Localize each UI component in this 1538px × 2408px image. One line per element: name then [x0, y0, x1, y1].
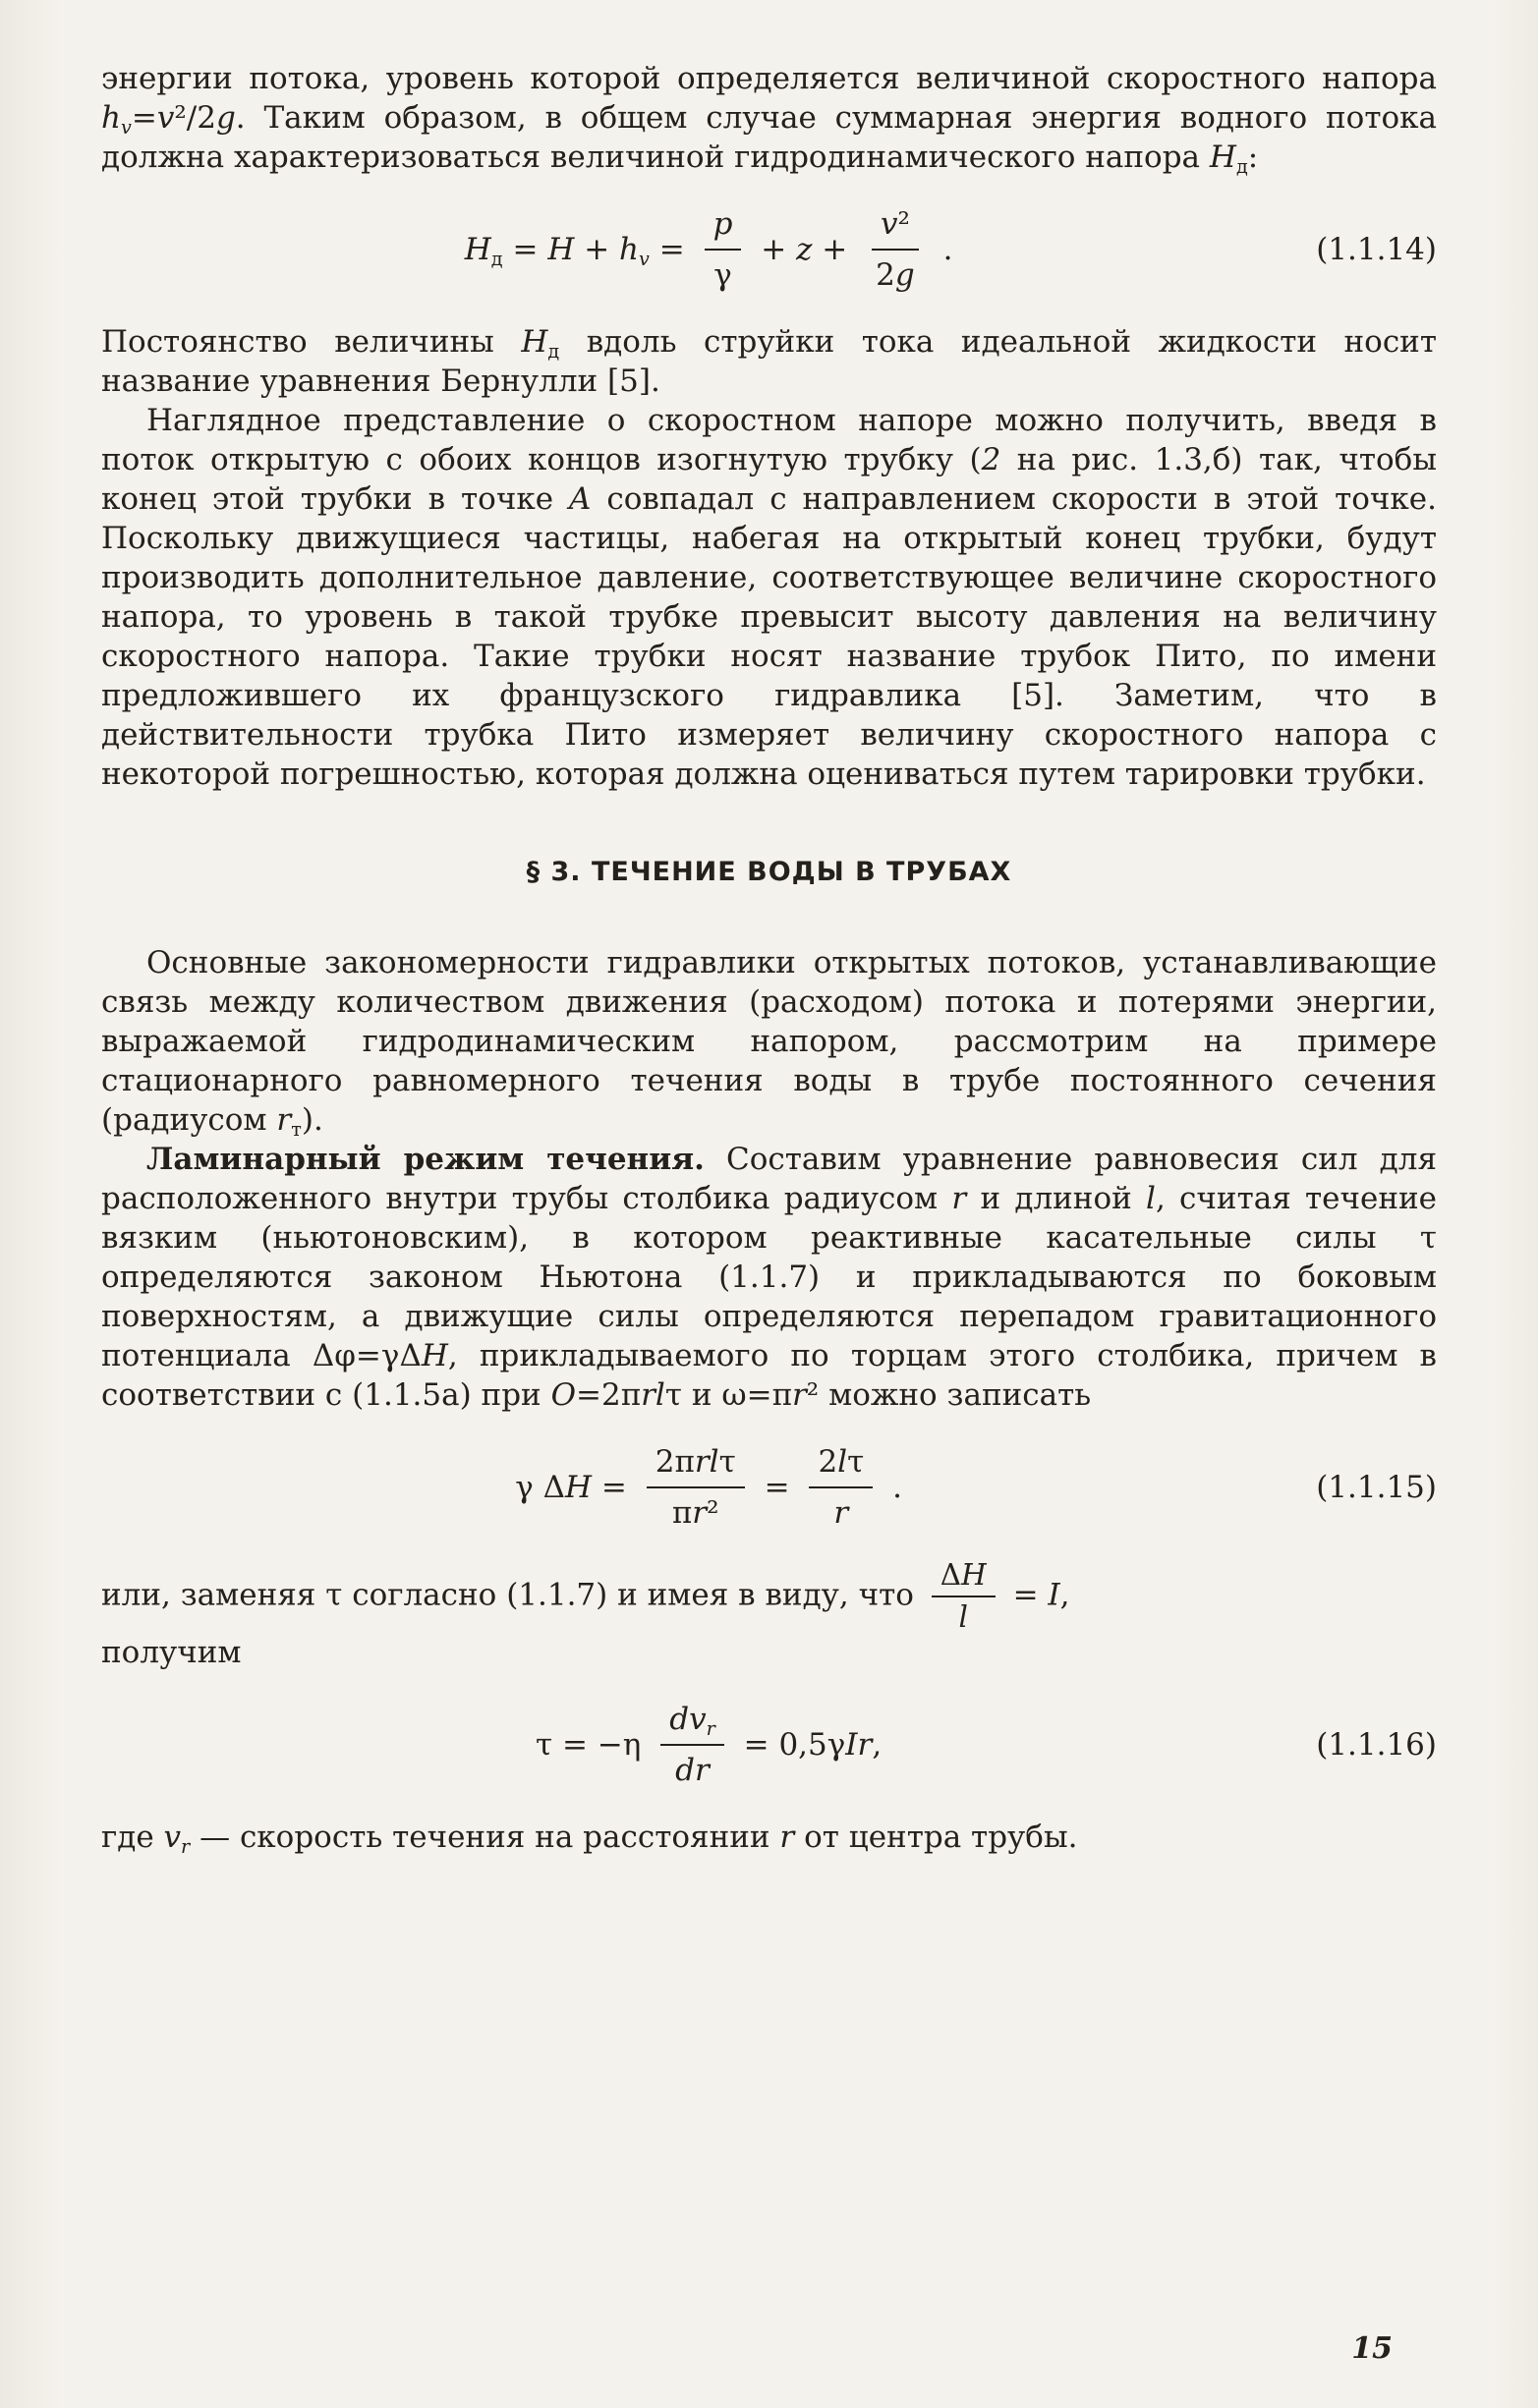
equation-1-1-16: [101, 1700, 1437, 1790]
text-run: p: [712, 206, 733, 242]
paragraph-bernoulli: [101, 322, 1437, 401]
page-number: 15: [1351, 2331, 1393, 2366]
text-run: v: [880, 206, 898, 242]
paragraph-pipe-flow-intro: [101, 943, 1437, 1140]
text-run: g: [894, 257, 915, 293]
equation-mid: [751, 230, 857, 269]
fraction-numerator: [872, 204, 919, 251]
text-run: z: [796, 232, 813, 267]
text-run: dr: [675, 1752, 710, 1788]
fraction-denominator: [663, 1488, 728, 1533]
paragraph-text-before-fraction: [101, 1577, 924, 1612]
text-run: ²: [707, 1495, 719, 1531]
text-run: =: [502, 232, 548, 267]
inline-fraction: [932, 1560, 996, 1633]
text-run: I: [1048, 1577, 1060, 1613]
equation-body: [101, 1442, 1316, 1533]
text-run: rl: [694, 1444, 719, 1480]
text-run: Ламинарный режим течения.: [146, 1142, 705, 1177]
text-run: O: [550, 1377, 576, 1413]
text-run: r: [791, 1377, 807, 1413]
fraction-denominator: [867, 251, 924, 295]
text-run: =: [1002, 1577, 1049, 1613]
text-run: /2: [186, 100, 216, 136]
text-run: ,: [872, 1726, 883, 1763]
text-run: h: [101, 100, 121, 136]
text-run: 2: [818, 1444, 838, 1480]
paragraph-velocity-definition: [101, 1818, 1437, 1857]
text-run: 2: [876, 257, 895, 293]
fraction-denominator: [825, 1488, 857, 1533]
fraction: [660, 1700, 724, 1790]
equation-mid: [755, 1468, 800, 1507]
text-run: H: [464, 232, 491, 267]
text-run: ).: [301, 1102, 323, 1138]
text-run: совпадал с направлением скорости в этой точке. Поскольку движущиеся частицы, набегая на открытый конец трубки, будут производить дополнительное давление, соответствующее величине скоростного напора, то уровень в такой трубке превысит высоту давления на величину скоростного напора. Такие трубки носят название трубок Пито, по имени предложившего их французского гидравлика [5]. Заметим, что в действительности трубка Пито измеряет величину скоростного напора с некоторой погрешностью, которая должна оцениваться путем тарировки трубки.: [101, 481, 1437, 792]
text-run: A: [569, 481, 592, 517]
text-run: γ: [713, 257, 732, 293]
text-run: +: [751, 232, 797, 267]
text-run: τ и ω=π: [664, 1377, 792, 1413]
text-run: вдоль струйки тока идеальной жидкости носит название уравнения Бернулли [5].: [101, 324, 1437, 399]
text-run: от центра трубы.: [794, 1819, 1078, 1855]
equation-end: [734, 1725, 882, 1764]
text-run: — скорость течения на расстоянии: [190, 1819, 780, 1855]
text-run: τ: [718, 1444, 736, 1480]
text-run: = 0,5γ: [733, 1726, 846, 1763]
text-run: v: [156, 100, 175, 136]
equation-lhs: [536, 1725, 651, 1764]
text-run: Постоянство величины: [101, 324, 522, 360]
fraction: [809, 1442, 873, 1533]
text-run: Δ: [940, 1558, 962, 1592]
text-run: или, заменяя τ согласно (1.1.7) и имея в виду, что: [101, 1577, 924, 1613]
section-3-header: § 3. ТЕЧЕНИЕ ВОДЫ В ТРУБАХ: [526, 857, 1012, 887]
text-run: Ir: [845, 1726, 873, 1763]
text-run: r: [181, 1834, 191, 1858]
paragraph-laminar-regime: [101, 1140, 1437, 1415]
text-run: где: [101, 1819, 164, 1855]
text-run: r: [779, 1819, 795, 1855]
fraction-numerator: [809, 1442, 873, 1488]
text-run: v: [120, 115, 132, 139]
text-run: l: [958, 1599, 968, 1634]
text-run: энергии потока, уровень которой определяется величиной скоростного напора: [101, 61, 1437, 96]
equation-body: [101, 204, 1316, 295]
text-run: H: [961, 1558, 987, 1592]
text-run: =: [131, 100, 157, 136]
paragraph-pitot-tube: [101, 401, 1437, 794]
text-run: ² можно записать: [806, 1377, 1092, 1413]
equation-number: (1.1.14): [1316, 232, 1437, 267]
text-run: π: [671, 1495, 693, 1531]
text-run: Наглядное представление о скоростном напоре можно получить, введя в поток открытую с обоих концов изогнутую трубку (: [101, 403, 1437, 477]
equation-end: [934, 230, 953, 269]
text-run: +: [812, 232, 858, 267]
text-run: ²: [897, 206, 910, 242]
equation-number: (1.1.15): [1316, 1470, 1437, 1505]
text-run: v: [163, 1819, 182, 1855]
fraction-numerator: [932, 1560, 996, 1597]
text-run: ²: [174, 100, 187, 136]
text-run: r: [833, 1495, 849, 1531]
equation-number: (1.1.16): [1316, 1726, 1437, 1763]
equation-lhs: [465, 230, 695, 269]
text-run: получим: [101, 1634, 242, 1670]
text-run: g: [215, 100, 236, 136]
fraction: [867, 204, 924, 295]
text-run: r: [951, 1181, 967, 1216]
text-run: Составим уравнение равновесия сил для расположенного внутри трубы столбика радиусом: [101, 1142, 1438, 1216]
equation-1-1-14: [101, 204, 1437, 295]
fraction-numerator: [647, 1442, 745, 1488]
text-run: l: [837, 1444, 848, 1480]
text-run: dv: [669, 1701, 707, 1737]
text-run: д: [547, 339, 560, 363]
text-run: , считая течение вязким (ньютоновским), в котором реактивные касательные силы τ определяются законом Ньютона (1.1.7) и прикладываются по боковым поверхностям, а движущие силы определяются перепадом гравитационного потенциала Δφ=γΔ: [101, 1181, 1438, 1373]
fraction-numerator: [705, 204, 742, 251]
text-run: =: [592, 1470, 637, 1505]
text-run: H: [565, 1470, 593, 1505]
fraction-denominator: [705, 251, 741, 295]
fraction: [705, 204, 742, 295]
text-run: H: [1209, 140, 1236, 175]
text-run: v: [639, 247, 650, 270]
text-run: на рис. 1.3,б) так, чтобы конец этой трубки в точке: [101, 442, 1437, 517]
text-run: H: [547, 232, 575, 267]
text-run: r: [692, 1495, 708, 1531]
equation-end: [883, 1468, 902, 1507]
text-run: д: [490, 247, 503, 270]
text-run: 2: [981, 442, 1001, 477]
text-run: :: [1247, 140, 1259, 175]
text-run: γ Δ: [515, 1470, 566, 1505]
text-run: H: [521, 324, 548, 360]
fraction-numerator: [660, 1700, 724, 1746]
text-run: r: [276, 1102, 292, 1138]
text-run: =2π: [576, 1377, 642, 1413]
text-run: =: [754, 1470, 800, 1505]
text-run: r: [706, 1716, 715, 1740]
text-run: , прикладываемого по торцам этого столбика, причем в соответствии с (1.1.5а) при: [101, 1338, 1437, 1413]
equation-1-1-15: [101, 1442, 1437, 1533]
text-run: H: [421, 1338, 448, 1373]
paragraph-substitution: [101, 1560, 1437, 1672]
fraction-denominator: [666, 1746, 718, 1790]
text-run: h: [619, 232, 640, 267]
fraction-denominator: [950, 1597, 977, 1633]
text-run: +: [574, 232, 620, 267]
text-run: Основные закономерности гидравлики открытых потоков, устанавливающие связь между количеством движения (расходом) потока и потерями энергии, выражаемой гидродинамическим напором, рассмотрим на примере стационарного равномерного течения воды в трубе постоянного сечения (радиусом: [101, 945, 1437, 1138]
text-run: д: [1235, 154, 1248, 178]
text-run: τ = −η: [535, 1726, 652, 1763]
text-run: τ: [847, 1444, 865, 1480]
text-run: .: [883, 1470, 902, 1505]
text-run: 2π: [655, 1444, 695, 1480]
text-run: .: [933, 232, 953, 267]
text-run: . Таким образом, в общем случае суммарная энергия водного потока должна характеризоваться величиной гидродинамического напора: [101, 100, 1437, 175]
text-run: l: [1146, 1181, 1156, 1216]
text-run: ,: [1059, 1577, 1070, 1613]
paragraph-energy-continuation: [101, 59, 1437, 177]
equation-body: [101, 1700, 1316, 1790]
fraction: [647, 1442, 745, 1533]
text-run: =: [649, 232, 695, 267]
text-run: и длиной: [966, 1181, 1147, 1216]
text-run: т: [291, 1117, 302, 1141]
equation-lhs: [515, 1468, 637, 1507]
text-run: rl: [641, 1377, 665, 1413]
